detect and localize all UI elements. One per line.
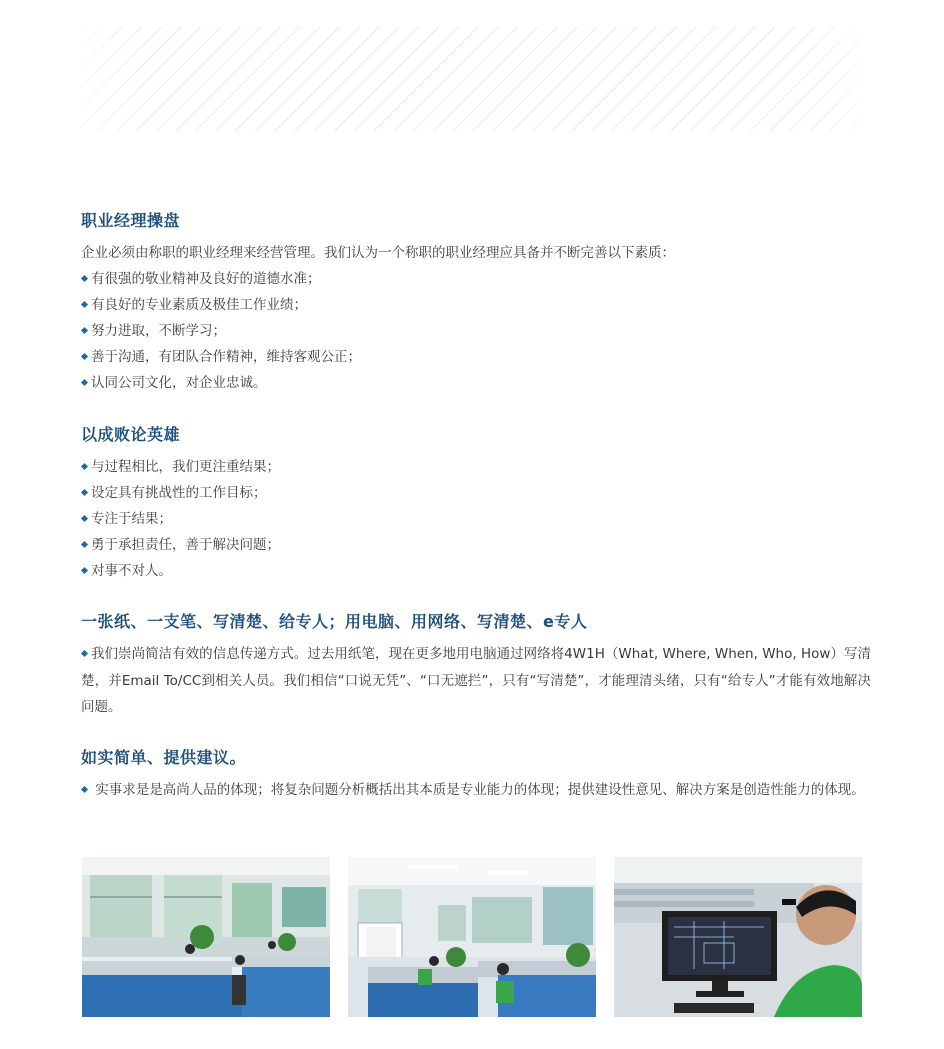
diamond-bullet-icon [81, 488, 88, 495]
office-photo-1 [82, 857, 330, 1017]
section-title: 职业经理操盘 [81, 211, 181, 230]
diamond-bullet-icon [81, 785, 88, 792]
section-results-oriented [81, 424, 871, 584]
section-communication [81, 611, 871, 721]
diamond-bullet-icon [81, 462, 88, 469]
list-item: 善于沟通，有团队合作精神，维持客观公正； [81, 344, 871, 370]
section-title: 以成败论英雄 [81, 425, 181, 444]
diamond-bullet-icon [81, 352, 88, 359]
section-paragraph: 实事求是是高尚人品的体现；将复杂问题分析概括出其本质是专业能力的体现；提供建设性意见、解决方案是创造性能力的体现。 [81, 777, 871, 804]
section-intro: 企业必须由称职的职业经理来经营管理。我们认为一个称职的职业经理应具备并不断完善以下素质： [81, 245, 675, 261]
diamond-bullet-icon [81, 566, 88, 573]
section-paragraph: 我们崇尚简洁有效的信息传递方式。过去用纸笔，现在更多地用电脑通过网络将4W1H（What, Where, When, Who, How）写清楚，并Email To/CC到相关人员。我们相信“口说无凭”、“口无遮拦”，只有“写清楚”，才能理清头绪，只有“给专人”才能有效地解决问题。 [81, 646, 871, 715]
diamond-bullet-icon [81, 649, 88, 656]
list-item: 专注于结果； [81, 506, 871, 532]
diamond-bullet-icon [81, 540, 88, 547]
list-item: 设定具有挑战性的工作目标； [81, 480, 871, 506]
section-suggestions [81, 747, 871, 804]
section-title: 一张纸、一支笔、写清楚、给专人；用电脑、用网络、写清楚、e专人 [81, 612, 588, 631]
section-professional-manager [81, 210, 871, 396]
office-photo-3 [614, 857, 862, 1017]
list-item: 勇于承担责任，善于解决问题； [81, 532, 871, 558]
diamond-bullet-icon [81, 326, 88, 333]
diamond-bullet-icon [81, 300, 88, 307]
list-item: 与过程相比，我们更注重结果； [81, 454, 871, 480]
list-item: 有良好的专业素质及极佳工作业绩； [81, 292, 871, 318]
list-item: 认同公司文化，对企业忠诚。 [81, 370, 871, 396]
decorative-hatch-banner [81, 27, 863, 131]
diamond-bullet-icon [81, 514, 88, 521]
diamond-bullet-icon [81, 274, 88, 281]
section-title: 如实简单、提供建议。 [81, 748, 247, 767]
list-item: 对事不对人。 [81, 558, 871, 584]
office-photo-2 [348, 857, 596, 1017]
list-item: 有很强的敬业精神及良好的道德水准； [81, 266, 871, 292]
list-item: 努力进取，不断学习； [81, 318, 871, 344]
diamond-bullet-icon [81, 378, 88, 385]
